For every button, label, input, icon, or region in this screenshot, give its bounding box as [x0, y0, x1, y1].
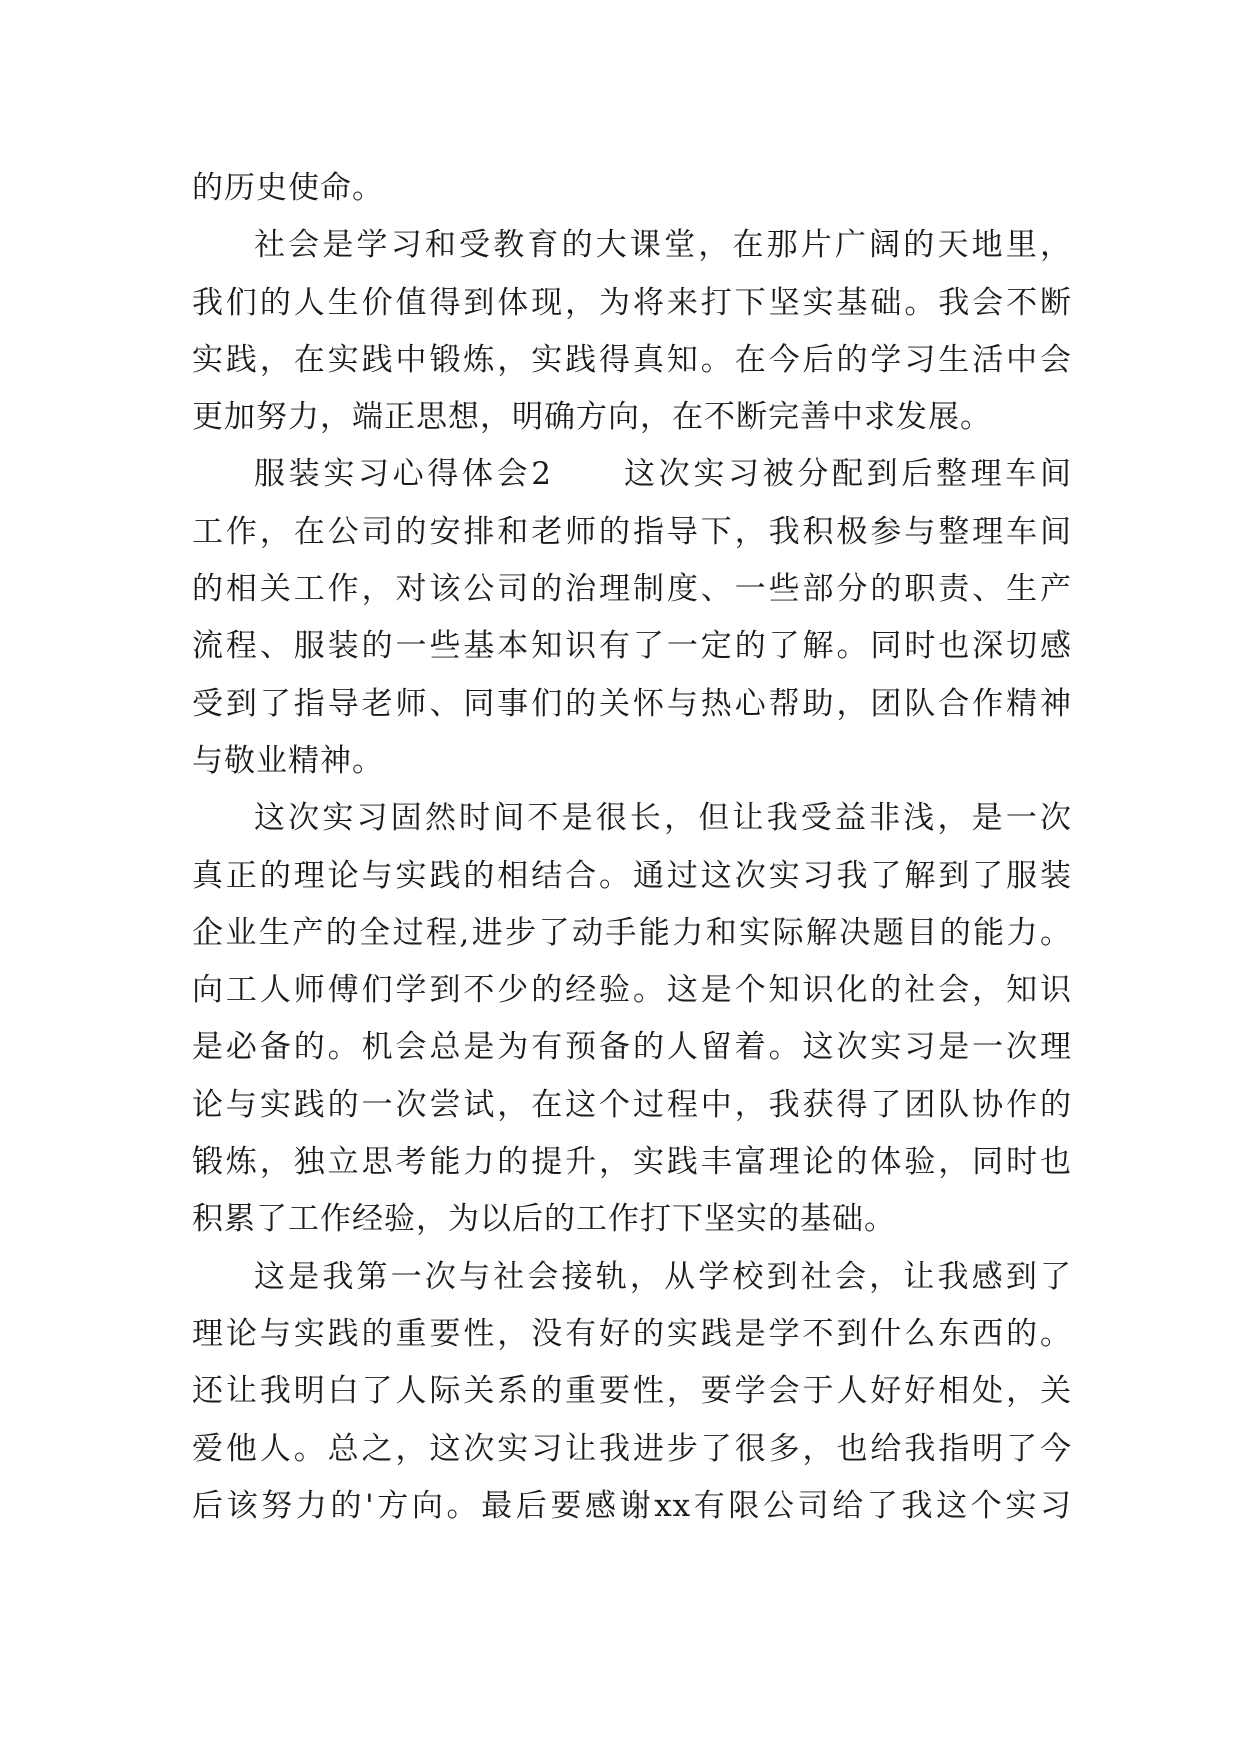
- text-line: 爱他人。总之，这次实习让我进步了很多，也给我指明了今: [192, 1430, 1072, 1467]
- text-line: 我们的人生价值得到体现，为将来打下坚实基础。我会不断: [192, 284, 1072, 321]
- text-line: 后该努力的'方向。最后要感谢xx有限公司给了我这个实习: [192, 1487, 1072, 1524]
- text-line: 向工人师傅们学到不少的经验。这是个知识化的社会，知识: [192, 972, 1072, 1009]
- text-line: 理论与实践的重要性，没有好的实践是学不到什么东西的。: [192, 1315, 1072, 1352]
- text-line: 锻炼，独立思考能力的提升，实践丰富理论的体验，同时也: [192, 1144, 1072, 1181]
- text-line: 的历史使命。: [192, 170, 384, 206]
- text-line: 实践，在实践中锻炼，实践得真知。在今后的学习生活中会: [192, 341, 1072, 378]
- text-line: 积累了工作经验，为以后的工作打下坚实的基础。: [192, 1201, 896, 1238]
- document-body: [192, 160, 1072, 1535]
- text-line: 的相关工作，对该公司的治理制度、一些部分的职责、生产: [192, 571, 1072, 608]
- text-line: 社会是学习和受教育的大课堂，在那片广阔的天地里，: [254, 227, 1072, 264]
- section-heading-line: 服装实习心得体会2 这次实习被分配到后整理车间: [254, 456, 1072, 493]
- text-line: 这次实习固然时间不是很长，但让我受益非浅，是一次: [254, 800, 1072, 837]
- text-line: 受到了指导老师、同事们的关怀与热心帮助，团队合作精神: [192, 685, 1072, 722]
- text-line: 真正的理论与实践的相结合。通过这次实习我了解到了服装: [192, 857, 1072, 894]
- text-line: 论与实践的一次尝试，在这个过程中，我获得了团队协作的: [192, 1086, 1072, 1123]
- text-line: 是必备的。机会总是为有预备的人留着。这次实习是一次理: [192, 1029, 1072, 1066]
- text-line: 流程、服装的一些基本知识有了一定的了解。同时也深切感: [192, 628, 1072, 665]
- text-line: 还让我明白了人际关系的重要性，要学会于人好好相处，关: [192, 1373, 1072, 1410]
- text-line: 这是我第一次与社会接轨，从学校到社会，让我感到了: [254, 1258, 1072, 1295]
- text-line: 与敬业精神。: [192, 742, 384, 779]
- text-line: 工作，在公司的安排和老师的指导下，我积极参与整理车间: [192, 513, 1072, 550]
- text-line: 更加努力，端正思想，明确方向，在不断完善中求发展。: [192, 399, 992, 436]
- text-line: 企业生产的全过程,进步了动手能力和实际解决题目的能力。: [192, 914, 1072, 951]
